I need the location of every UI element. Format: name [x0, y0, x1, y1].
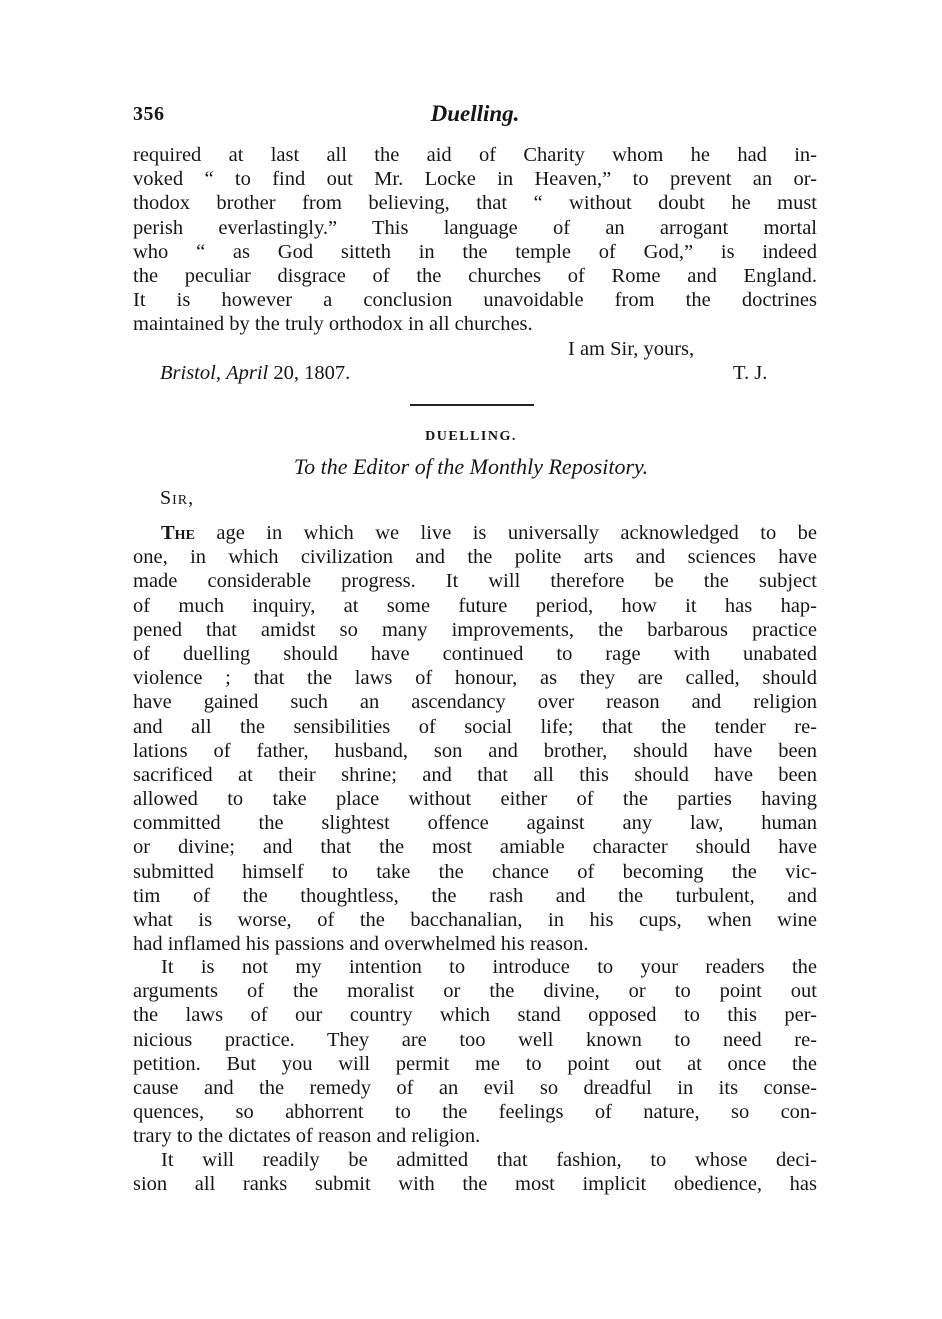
article-paragraph-2: [133, 955, 817, 1149]
text-span: age in which we live is universally acknowledged to be: [194, 522, 817, 544]
text-line: of much inquiry, at some future period, how it has hap-: [133, 594, 817, 617]
dateline-date: 20, 1807.: [273, 362, 351, 384]
text-line: made considerable progress. It will therefore be the subject: [133, 570, 817, 593]
running-head: [133, 103, 817, 133]
running-title: Duelling.: [430, 101, 520, 126]
text-line: It is not my intention to introduce to your readers the: [161, 956, 817, 978]
article-address: To the Editor of the Monthly Repository.: [293, 454, 649, 479]
letter-closing: I am Sir, yours,: [568, 338, 695, 360]
text-line: [133, 521, 817, 545]
text-line: who “ as God sitteth in the temple of God,” is indeed: [133, 240, 817, 263]
text-line: allowed to take place without either of the parties having: [133, 788, 817, 811]
text-line: have gained such an ascendancy over reason and religion: [133, 691, 817, 714]
article-paragraph-3: [133, 1148, 817, 1196]
dateline-month: April: [226, 362, 269, 384]
text-line: had inflamed his passions and overwhelmed his reason.: [133, 933, 589, 956]
text-line: lations of father, husband, son and brother, should have been: [133, 739, 817, 762]
article-salutation: Sir,: [160, 487, 195, 509]
section-separator-rule: [410, 404, 534, 406]
page-number: 356: [133, 103, 165, 125]
text-line: quences, so abhorrent to the feelings of nature, so con-: [133, 1101, 817, 1124]
text-line: maintained by the truly orthodox in all churches.: [133, 313, 533, 336]
text-line: tim of the thoughtless, the rash and the turbulent, and: [133, 884, 817, 907]
previous-letter-conclusion: [133, 143, 817, 337]
letter-signature: T. J.: [733, 362, 768, 384]
text-line: arguments of the moralist or the divine, or to point out: [133, 980, 817, 1003]
article-heading: DUELLING.: [425, 429, 517, 444]
text-line: voked “ to find out Mr. Locke in Heaven,” to prevent an or-: [133, 168, 817, 191]
opening-word: The: [161, 522, 195, 544]
text-line: thodox brother from believing, that “ without doubt he must: [133, 192, 817, 215]
text-line: sion all ranks submit with the most implicit obedience, has: [133, 1173, 817, 1196]
text-line: required at last all the aid of Charity whom he had in-: [133, 144, 817, 166]
text-line: cause and the remedy of an evil so dreadful in its conse-: [133, 1076, 817, 1099]
text-line: and all the sensibilities of social life; that the tender re-: [133, 715, 817, 738]
dateline-place: Bristol,: [160, 362, 221, 384]
text-line: one, in which civilization and the polite arts and sciences have: [133, 546, 817, 569]
text-line: sacrificed at their shrine; and that all this should have been: [133, 763, 817, 786]
article-paragraph-1: [133, 521, 817, 956]
text-line: trary to the dictates of reason and religion.: [133, 1125, 481, 1148]
text-line: the laws of our country which stand opposed to this per-: [133, 1004, 817, 1027]
text-line: submitted himself to take the chance of becoming the vic-: [133, 860, 817, 883]
text-line: the peculiar disgrace of the churches of Rome and England.: [133, 264, 817, 287]
text-line: perish everlastingly.” This language of an arrogant mortal: [133, 216, 817, 239]
text-line: committed the slightest offence against any law, human: [133, 812, 817, 835]
text-line: It will readily be admitted that fashion, to whose deci-: [161, 1149, 817, 1171]
text-line: violence ; that the laws of honour, as they are called, should: [133, 667, 817, 690]
text-line: pened that amidst so many improvements, the barbarous practice: [133, 618, 817, 641]
text-line: what is worse, of the bacchanalian, in his cups, when wine: [133, 909, 817, 931]
text-line: of duelling should have continued to rage with unabated: [133, 642, 817, 665]
letter-dateline: [160, 362, 350, 385]
text-line: or divine; and that the most amiable character should have: [133, 836, 817, 859]
text-line: petition. But you will permit me to point out at once the: [133, 1052, 817, 1075]
text-line: nicious practice. They are too well known to need re-: [133, 1028, 817, 1051]
text-line: It is however a conclusion unavoidable from the doctrines: [133, 289, 817, 312]
